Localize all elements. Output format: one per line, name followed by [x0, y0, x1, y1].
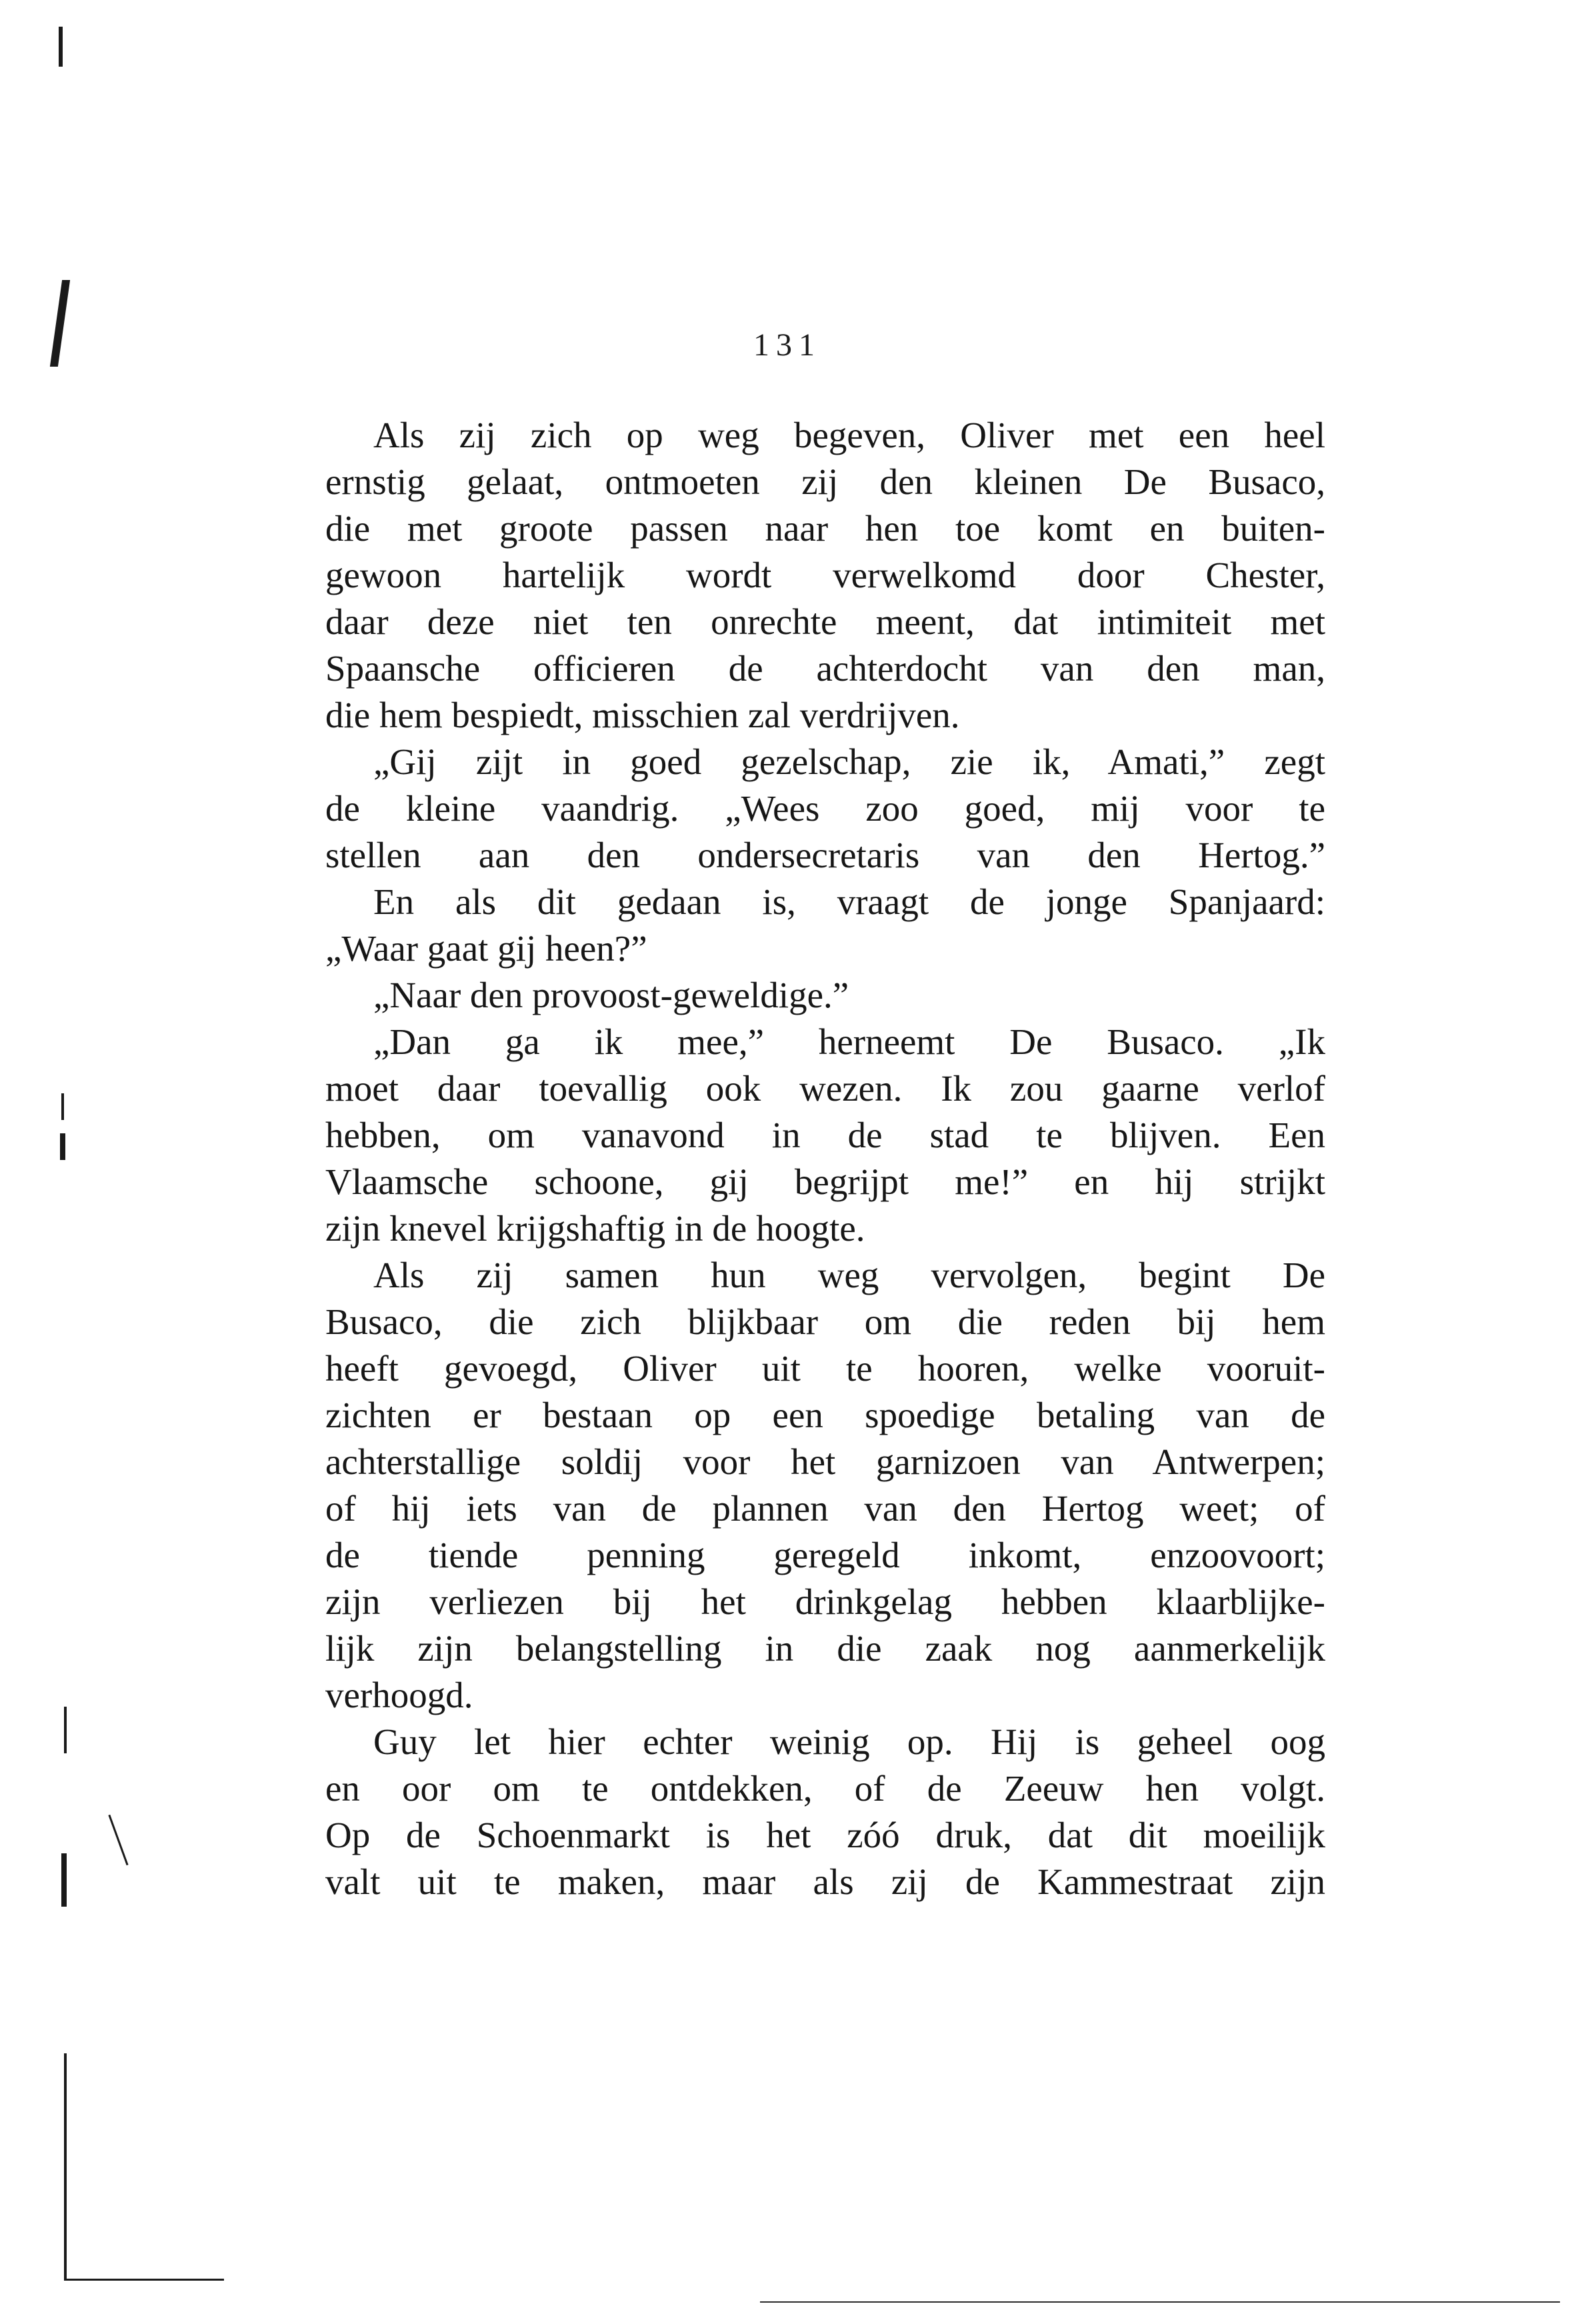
text-line: daar deze niet ten onrechte meent, dat intimiteit met [325, 601, 1325, 642]
text-line: zijn verliezen bij het drinkgelag hebben klaarblijke- [325, 1581, 1325, 1622]
text-line: achterstallige soldij voor het garnizoen van Antwerpen; [325, 1441, 1325, 1482]
text-line: zijn knevel krijgshaftig in de hoogte. [325, 1208, 865, 1249]
binding-mark [64, 2053, 67, 2280]
text-line: gewoon hartelijk wordt verwelkomd door Chester, [325, 555, 1325, 595]
text-line: Als zij samen hun weg vervolgen, begint De [373, 1255, 1325, 1295]
text-line: verhoogd. [325, 1675, 473, 1715]
text-line: Busaco, die zich blijkbaar om die reden bij hem [325, 1301, 1325, 1342]
text-line: moet daar toevallig ook wezen. Ik zou gaarne verlof [325, 1068, 1325, 1109]
text-line: lijk zijn belangstelling in die zaak nog aanmerkelijk [325, 1628, 1325, 1669]
binding-mark [61, 1093, 64, 1120]
text-line: zichten er bestaan op een spoedige betaling van de [325, 1395, 1325, 1435]
text-line: die met groote passen naar hen toe komt en buiten- [325, 508, 1325, 549]
text-line: die hem bespiedt, misschien zal verdrijven. [325, 695, 960, 735]
text-line: Spaansche officieren de achterdocht van den man, [325, 648, 1325, 689]
text-line: Op de Schoenmarkt is het zóó druk, dat dit moeilijk [325, 1815, 1325, 1855]
binding-mark [59, 27, 63, 67]
binding-mark [50, 280, 70, 367]
text-line: En als dit gedaan is, vraagt de jonge Spanjaard: [373, 881, 1325, 922]
body-text [325, 412, 1325, 1905]
text-line: „Naar den provoost-geweldige.” [373, 975, 849, 1015]
text-line: de kleine vaandrig. „Wees zoo goed, mij voor te [325, 788, 1325, 829]
binding-mark [61, 1853, 67, 1907]
text-line: Guy let hier echter weinig op. Hij is geheel oog [373, 1721, 1325, 1762]
text-line: Vlaamsche schoone, gij begrijpt me!” en hij strijkt [325, 1161, 1325, 1202]
binding-mark [64, 1707, 67, 1753]
text-line: „Waar gaat gij heen?” [325, 928, 647, 969]
text-line: „Gij zijt in goed gezelschap, zie ik, Amati,” zegt [373, 741, 1325, 782]
text-line: hebben, om vanavond in de stad te blijven. Een [325, 1115, 1325, 1155]
binding-mark [64, 2279, 224, 2281]
text-line: de tiende penning geregeld inkomt, enzoovoort; [325, 1535, 1325, 1575]
text-line: „Dan ga ik mee,” herneemt De Busaco. „Ik [373, 1021, 1325, 1062]
page-number: 131 [753, 327, 821, 363]
text-line: stellen aan den ondersecretaris van den Hertog.” [325, 835, 1325, 875]
text-line: en oor om te ontdekken, of de Zeeuw hen volgt. [325, 1768, 1325, 1809]
text-line: valt uit te maken, maar als zij de Kammestraat zijn [325, 1861, 1325, 1902]
binding-mark [60, 1133, 65, 1160]
bottom-scan-rule [760, 2301, 1560, 2303]
text-line: of hij iets van de plannen van den Hertog weet; of [325, 1488, 1325, 1529]
text-line: Als zij zich op weg begeven, Oliver met een heel [373, 415, 1325, 455]
text-line: heeft gevoegd, Oliver uit te hooren, welke vooruit- [325, 1348, 1325, 1389]
binding-mark [108, 1815, 128, 1865]
text-line: ernstig gelaat, ontmoeten zij den kleinen De Busaco, [325, 461, 1325, 502]
